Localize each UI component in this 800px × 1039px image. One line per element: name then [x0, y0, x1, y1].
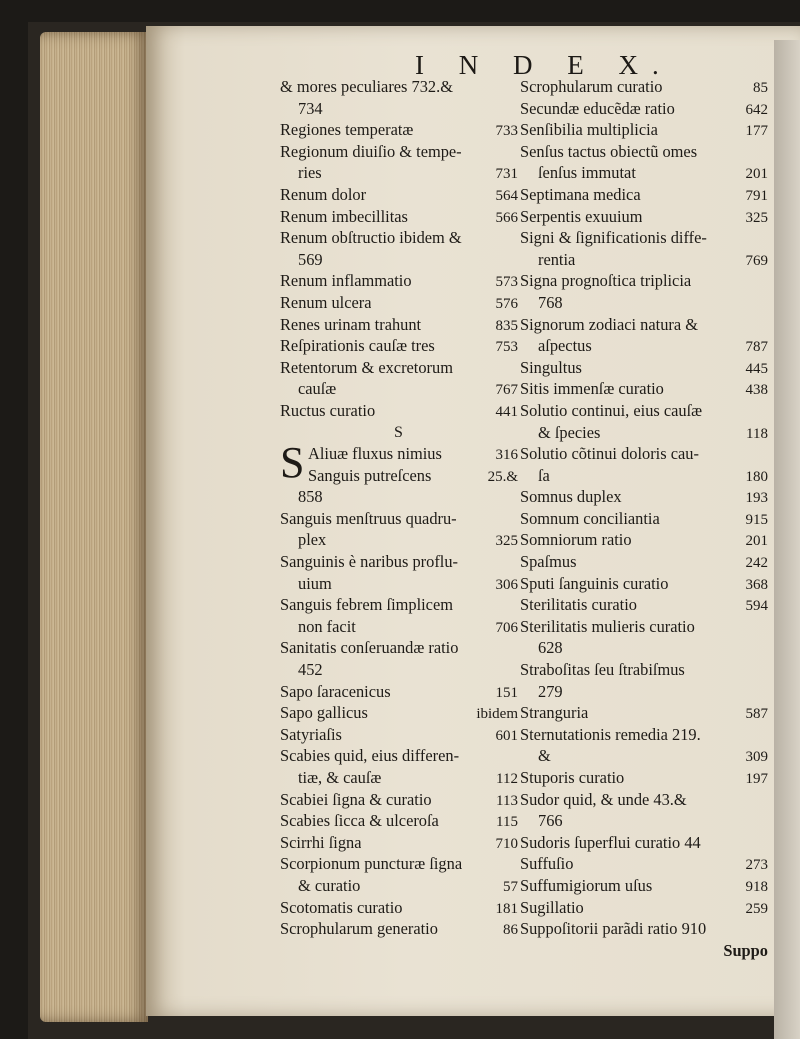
index-entry [520, 573, 768, 595]
index-entry [280, 486, 518, 508]
entry-page: 368 [745, 576, 768, 593]
entry-text: Retentorum & excretorum [280, 357, 453, 377]
entry-page: 769 [745, 252, 768, 269]
page-edges [40, 32, 148, 1022]
entry-text: Sitis immenſæ curatio [520, 379, 664, 399]
entry-page: 915 [745, 511, 768, 528]
entry-page: 193 [745, 490, 768, 507]
entry-text: Regionum diuiſio & tempe- [280, 141, 462, 161]
index-entry [520, 875, 768, 897]
index-entry [280, 767, 518, 789]
index-entry [280, 270, 518, 292]
entry-page: 177 [745, 123, 768, 140]
index-entry [280, 637, 518, 659]
entry-text: & mores peculiares 732.& [280, 77, 453, 96]
index-entry [280, 681, 518, 703]
entry-text: Senſibilia multiplicia [520, 120, 658, 140]
entry-page: 85 [753, 80, 768, 96]
entry-page: 753 [495, 339, 518, 356]
entry-text: Sanguis febrem ſimplicem [280, 595, 453, 615]
entry-page: 151 [495, 684, 518, 701]
index-entry [280, 745, 518, 767]
entry-page: 767 [495, 382, 518, 399]
index-entry [520, 594, 768, 616]
entry-text: Sudor quid, & unde 43.& [520, 789, 687, 809]
index-entry [520, 443, 768, 465]
entries-s-continued [520, 76, 768, 940]
entry-text: Scrophularum generatio [280, 919, 438, 939]
entry-text: ſa [538, 465, 550, 485]
index-entry [280, 184, 518, 206]
entry-text: & curatio [298, 875, 361, 895]
index-entry [520, 292, 768, 314]
entry-text: Scorpionum puncturæ ſigna [280, 854, 463, 874]
entry-text: Scirrhi ſigna [280, 832, 362, 852]
index-entry [520, 249, 768, 271]
entry-page: 642 [745, 101, 768, 118]
index-entry [520, 616, 768, 638]
index-entry [280, 335, 518, 357]
index-entry [280, 724, 518, 746]
index-entry [280, 141, 518, 163]
entry-text: Regiones temperatæ [280, 120, 414, 140]
index-entry [520, 98, 768, 120]
entry-text: Renum dolor [280, 184, 367, 204]
entry-text: Septimana medica [520, 184, 641, 204]
entry-text: 569 [298, 249, 323, 269]
entry-text: Somnum conciliantia [520, 508, 660, 528]
entry-text: Aliuæ fluxus nimius [308, 444, 442, 464]
index-entry [280, 789, 518, 811]
entry-text: 279 [538, 681, 563, 701]
index-entry [280, 702, 518, 724]
entry-text: Spaſmus [520, 552, 577, 572]
entry-text: Singultus [520, 357, 582, 377]
entry-text: Satyriaſis [280, 724, 342, 744]
entry-page: 576 [495, 295, 518, 312]
index-column-right [520, 76, 768, 961]
entry-text: Renes urinam trahunt [280, 314, 422, 334]
entry-text: Somniorum ratio [520, 530, 632, 550]
entry-text: Suffumigiorum uſus [520, 875, 653, 895]
index-entry [280, 875, 518, 897]
entry-page: ibidem [476, 706, 518, 723]
entry-page: 197 [745, 771, 768, 787]
entry-text: 734 [298, 98, 323, 118]
entry-text: Scabiei ſigna & curatio [280, 789, 432, 809]
entry-page: 791 [745, 187, 768, 204]
index-entry [520, 314, 768, 336]
entry-text: Sputi ſanguinis curatio [520, 573, 669, 593]
entry-page: 564 [495, 187, 518, 204]
entry-text: ries [298, 163, 322, 183]
entry-page: 118 [746, 425, 768, 442]
entry-page: 180 [745, 468, 768, 485]
entry-page: 242 [745, 555, 768, 572]
index-entry [520, 789, 768, 811]
entry-text: rentia [538, 249, 576, 269]
entry-page: 731 [495, 166, 518, 183]
entry-text: cauſæ [298, 379, 337, 399]
index-entry [280, 529, 518, 551]
index-entry [280, 378, 518, 400]
entry-text: Stuporis curatio [520, 768, 625, 787]
entry-text: Sternutationis remedia 219. [520, 724, 701, 744]
entry-text: Solutio continui, eius cauſæ [520, 400, 703, 420]
index-entry [280, 810, 518, 832]
entry-text: 628 [538, 638, 563, 658]
initial-block [280, 438, 518, 488]
index-entry [520, 897, 768, 919]
index-entry [280, 897, 518, 919]
entry-page: 733 [495, 123, 518, 140]
entry-text: Suppoſitorii parãdi ratio 910 [520, 919, 707, 939]
entry-text: Senſus tactus obiectũ omes [520, 141, 698, 161]
entry-text: Renum inflammatio [280, 271, 412, 291]
entry-text: Sanguis menſtruus quadru- [280, 508, 457, 528]
entry-text: Scotomatis curatio [280, 897, 403, 917]
entry-text: Sanguinis è naribus proflu- [280, 552, 458, 572]
index-entry [520, 745, 768, 767]
page-header: I N D E X. [415, 50, 673, 80]
index-entry [520, 810, 768, 832]
index-entry [520, 767, 768, 789]
index-entry [520, 529, 768, 551]
entry-page: 835 [495, 317, 518, 334]
entry-page: 113 [496, 792, 518, 809]
entry-text: & ſpecies [538, 422, 601, 442]
index-entry [520, 119, 768, 141]
entry-text: 768 [538, 292, 563, 312]
catchword: Suppo [723, 940, 768, 960]
index-entry [520, 227, 768, 249]
index-entry [520, 832, 768, 854]
entry-page: 57 [503, 878, 518, 895]
index-entry [520, 702, 768, 724]
entries-s [280, 486, 518, 939]
index-entry [280, 832, 518, 854]
entry-text: Scabies quid, eius differen- [280, 746, 460, 766]
index-entry [520, 378, 768, 400]
entry-text: plex [298, 530, 327, 550]
entry-text: Suffuſio [520, 854, 574, 874]
entry-text: Sterilitatis mulieris curatio [520, 616, 695, 636]
index-entry [280, 292, 518, 314]
index-entry [280, 508, 518, 530]
index-entry [280, 659, 518, 681]
index-entry [280, 357, 518, 379]
index-column-left [280, 76, 518, 940]
entry-page: 710 [495, 835, 518, 852]
entry-text: Sapo gallicus [280, 703, 368, 723]
entry-page: 918 [745, 878, 768, 895]
entry-text: Sugillatio [520, 897, 584, 917]
entry-text: 452 [298, 660, 323, 680]
entry-text: Sanguis putreſcens [308, 465, 432, 485]
index-entry [520, 270, 768, 292]
entry-page: 438 [745, 382, 768, 399]
entry-page: 573 [495, 274, 518, 291]
entry-page: 325 [495, 533, 518, 550]
entry-page: 201 [745, 533, 768, 550]
index-entry [280, 76, 518, 98]
entry-page: 325 [745, 209, 768, 226]
index-entry [520, 853, 768, 875]
index-entry [280, 98, 518, 120]
entry-page: 445 [745, 360, 768, 377]
entry-page: 273 [745, 857, 768, 874]
index-entry [280, 918, 518, 940]
entry-text: Renum imbecillitas [280, 206, 408, 226]
index-entry [520, 162, 768, 184]
entry-text: Renum ulcera [280, 292, 372, 312]
index-entry [280, 616, 518, 638]
entry-page: 86 [503, 922, 518, 939]
index-entry [520, 357, 768, 379]
index-entry [520, 76, 768, 98]
entry-text: Signa prognoſtica triplicia [520, 271, 692, 291]
section-letter-s: S [394, 423, 404, 441]
entry-text: Renum obſtructio ibidem & [280, 228, 462, 248]
index-entry [280, 594, 518, 616]
entry-page: 587 [745, 706, 768, 723]
entry-text: Signorum zodiaci natura & [520, 314, 698, 334]
entry-text: Sterilitatis curatio [520, 595, 637, 615]
index-entry [280, 573, 518, 595]
index-entry [520, 486, 768, 508]
entry-text: & [538, 746, 551, 766]
entry-page: 601 [495, 727, 518, 744]
entry-page: 566 [495, 209, 518, 226]
index-entry [520, 551, 768, 573]
index-entry [280, 853, 518, 875]
index-entry [520, 659, 768, 681]
index-entry [520, 724, 768, 746]
entry-text: 766 [538, 811, 563, 831]
entry-text: Stranguria [520, 703, 589, 723]
index-entry [280, 206, 518, 228]
index-entry [280, 119, 518, 141]
drop-cap-initial: S [280, 438, 305, 488]
entry-page: 112 [496, 771, 518, 787]
index-entry [280, 400, 518, 422]
entry-text: Ructus curatio [280, 400, 376, 420]
entry-text: Signi & ſignificationis diffe- [520, 228, 707, 248]
entry-text: Sanitatis conſeruandæ ratio [280, 638, 459, 658]
index-entry [520, 637, 768, 659]
entry-page: 309 [745, 749, 768, 766]
entry-page: 594 [745, 598, 768, 615]
index-entry [520, 508, 768, 530]
index-entry [280, 162, 518, 184]
entry-text: Serpentis exuuium [520, 206, 643, 226]
index-entry [520, 681, 768, 703]
entry-text: Secundæ educẽdæ ratio [520, 98, 675, 118]
index-entry [520, 400, 768, 422]
entry-text: Straboſitas ſeu ſtrabiſmus [520, 660, 685, 680]
entries-r [280, 76, 518, 422]
entry-page: 115 [496, 814, 518, 831]
index-entry [520, 918, 768, 940]
entry-page: 787 [745, 339, 768, 356]
entry-text: non facit [298, 616, 356, 636]
index-entry [308, 465, 518, 487]
index-entry [280, 314, 518, 336]
entry-text: uium [298, 573, 332, 593]
entry-text: ſenſus immutat [538, 163, 636, 183]
entry-page: 181 [495, 900, 518, 917]
entry-text: Sudoris ſuperflui curatio 44 [520, 832, 701, 852]
entry-text: Reſpirationis cauſæ tres [280, 336, 435, 356]
entry-page: 25.& [487, 468, 518, 485]
index-entry [280, 227, 518, 249]
entry-text: Solutio cõtinui doloris cau- [520, 444, 699, 464]
index-entry [520, 335, 768, 357]
entry-text: tiæ, & cauſæ [298, 768, 382, 787]
index-entry [308, 443, 518, 465]
entry-text: 858 [298, 487, 323, 507]
entry-text: Scabies ſicca & ulceroſa [280, 811, 439, 831]
entry-page: 259 [745, 900, 768, 917]
entry-text: Sapo ſaracenicus [280, 681, 391, 701]
entry-text: aſpectus [538, 336, 592, 356]
entry-text: Scrophularum curatio [520, 77, 663, 96]
index-entry [520, 422, 768, 444]
facing-page-edge [774, 40, 800, 1039]
index-entry [280, 249, 518, 271]
index-entry [520, 141, 768, 163]
entry-page: 306 [495, 576, 518, 593]
entry-text: Somnus duplex [520, 487, 622, 507]
index-entry [520, 465, 768, 487]
entry-page: 201 [745, 166, 768, 183]
entry-page: 441 [495, 403, 518, 420]
index-entry [520, 184, 768, 206]
index-entry [520, 206, 768, 228]
entry-page: 316 [495, 447, 518, 464]
index-entry [280, 551, 518, 573]
entry-page: 706 [495, 619, 518, 636]
